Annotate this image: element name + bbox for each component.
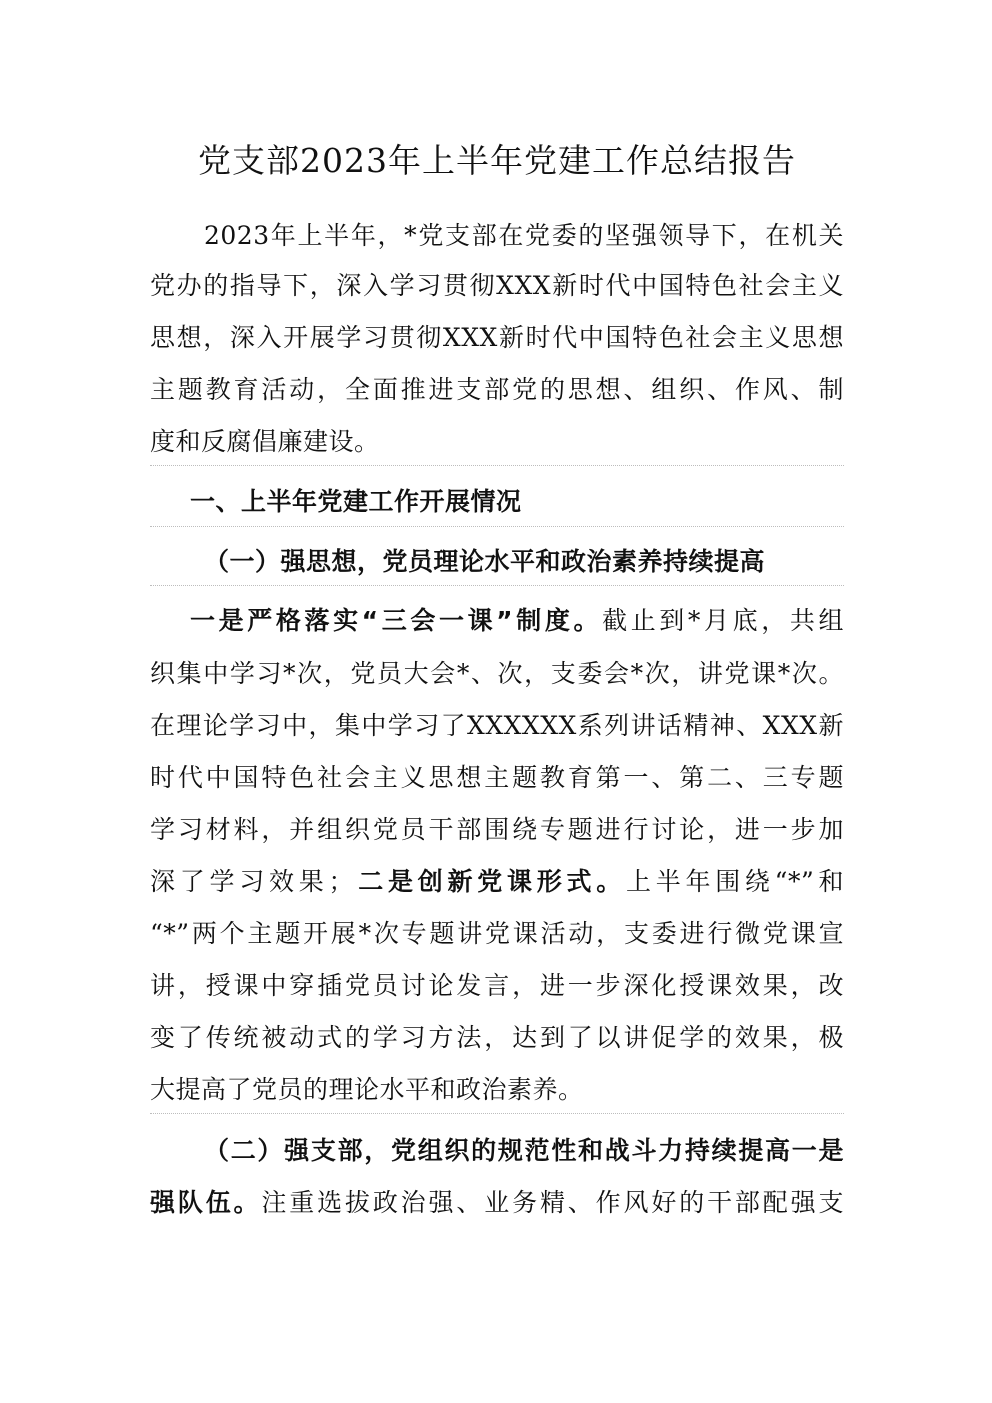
- para-1-line-1-rest: 截止到*月底，共组: [602, 606, 844, 635]
- para-1-line-9: 变了传统被动式的学习方法，达到了以讲促学的效果，极: [150, 1023, 844, 1052]
- para-1-line-8: 讲，授课中穿插党员讨论发言，进一步深化授课效果，改: [150, 971, 844, 1000]
- para-1-line-7: “*”两个主题开展*次专题讲党课活动，支委进行微党课宣: [150, 919, 844, 948]
- para-1-line-4: 时代中国特色社会主义思想主题教育第一、第二、三专题: [150, 763, 844, 792]
- para-1-line-5: 学习材料，并组织党员干部围绕专题进行讨论，进一步加: [150, 815, 844, 844]
- intro-line-4: 主题教育活动，全面推进支部党的思想、组织、作风、制: [150, 375, 844, 404]
- para-1-line-6-rest: 上半年围绕“*”和: [625, 867, 844, 896]
- para-1-line-6-start: 深了学习效果；: [150, 867, 354, 896]
- intro-line-3: 思想，深入开展学习贯彻XXX新时代中国特色社会主义思想: [150, 323, 844, 352]
- para-1-line-3: 在理论学习中，集中学习了XXXXXX系列讲话精神、XXX新: [150, 711, 844, 740]
- para-2-bold-lead: 强队伍。: [150, 1188, 262, 1217]
- intro-line-5: 度和反腐倡廉建设。: [150, 427, 380, 456]
- para-1-line-10: 大提高了党员的理论水平和政治素养。: [150, 1075, 584, 1104]
- section-1-heading: 一、上半年党建工作开展情况: [190, 487, 522, 516]
- para-1-bold-second: 二是创新党课形式。: [353, 867, 626, 896]
- sub-1-heading: （一）强思想，党员理论水平和政治素养持续提高: [204, 547, 766, 576]
- para-2-line-1: [150, 1185, 844, 1221]
- intro-line-2: 党办的指导下，深入学习贯彻XXX新时代中国特色社会主义: [150, 271, 844, 300]
- para-1-line-1: [190, 603, 844, 639]
- intro-line-1: 2023年上半年，*党支部在党委的坚强领导下，在机关: [204, 221, 844, 250]
- para-1-line-2: 织集中学习*次，党员大会*、次，支委会*次，讲党课*次。: [150, 659, 844, 688]
- divider: [150, 465, 844, 466]
- sub-2-heading: （二）强支部，党组织的规范性和战斗力持续提高一是: [204, 1136, 844, 1165]
- para-2-line-1-rest: 注重选拔政治强、业务精、作风好的干部配强支: [261, 1188, 844, 1217]
- divider: [150, 1113, 844, 1114]
- divider: [150, 526, 844, 527]
- para-1-bold-lead: 一是严格落实“三会一课”制度。: [190, 606, 603, 635]
- divider: [150, 585, 844, 586]
- document-title: 党支部2023年上半年党建工作总结报告: [198, 141, 796, 180]
- para-1-line-6: [150, 864, 844, 900]
